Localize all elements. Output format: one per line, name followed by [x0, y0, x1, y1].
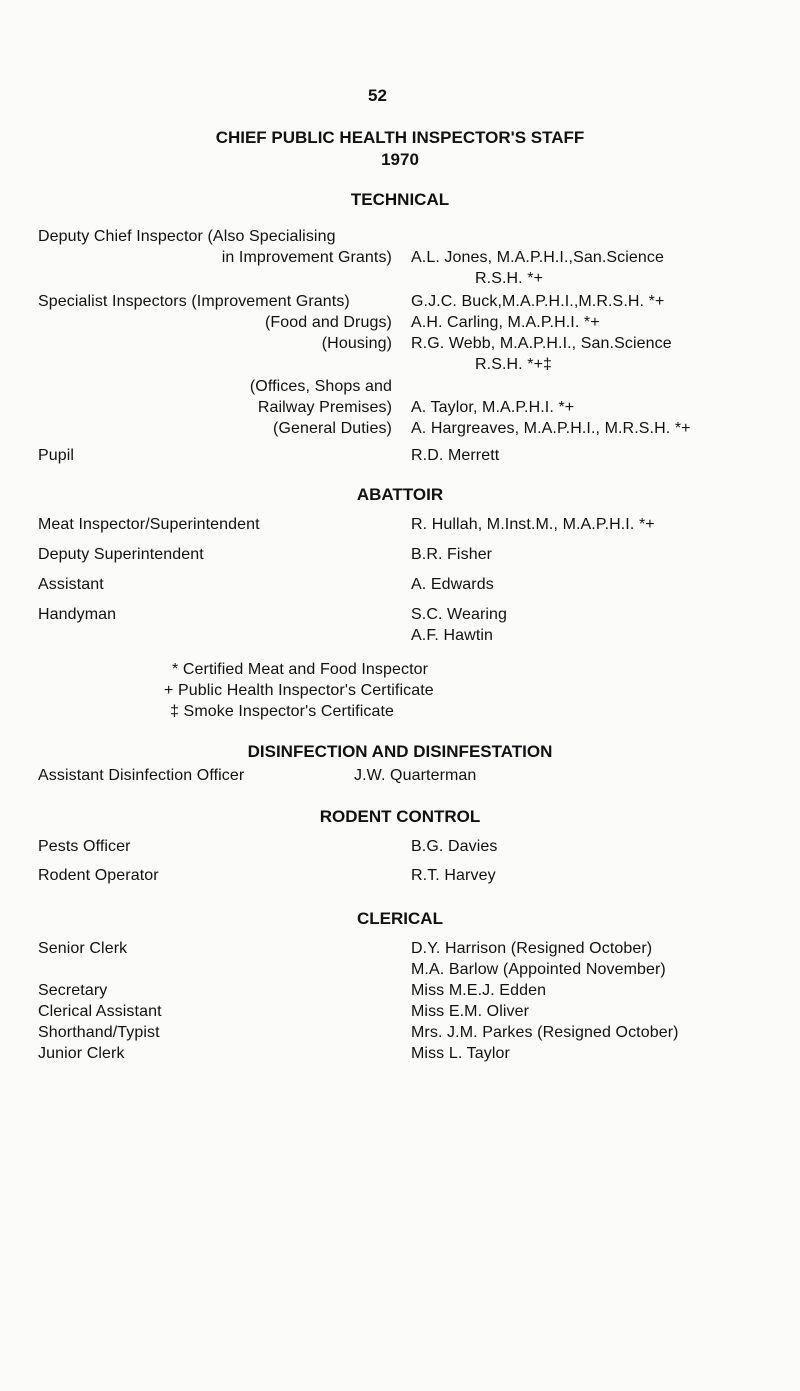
person-name: J.W. Quarterman	[354, 767, 477, 784]
person-name: A. Taylor, M.A.P.H.I. *+	[411, 399, 575, 416]
role-label: Deputy Chief Inspector (Also Specialising	[38, 228, 336, 245]
person-name: A. Edwards	[411, 576, 494, 593]
person-name: Mrs. J.M. Parkes (Resigned October)	[411, 1024, 679, 1041]
role-label: Meat Inspector/Superintendent	[38, 516, 260, 533]
person-name: A.H. Carling, M.A.P.H.I. *+	[411, 314, 600, 331]
document-year: 1970	[381, 150, 419, 169]
role-label: in Improvement Grants)	[221, 249, 392, 266]
person-name: D.Y. Harrison (Resigned October)	[411, 940, 653, 957]
section-heading-disinfection: DISINFECTION AND DISINFESTATION	[247, 742, 553, 761]
person-name: G.J.C. Buck,M.A.P.H.I.,M.R.S.H. *+	[411, 293, 665, 310]
person-name: A.F. Hawtin	[411, 627, 494, 644]
section-heading-abattoir: ABATTOIR	[356, 485, 444, 504]
footnote-public-health: + Public Health Inspector's Certificate	[164, 682, 434, 699]
person-name: Miss E.M. Oliver	[411, 1003, 530, 1020]
person-name: R.T. Harvey	[411, 867, 496, 884]
role-label: Clerical Assistant	[38, 1003, 162, 1020]
section-heading-clerical: CLERICAL	[357, 909, 443, 928]
person-name: R.G. Webb, M.A.P.H.I., San.Science	[411, 335, 672, 352]
person-name: B.G. Davies	[411, 838, 498, 855]
role-label: (Housing)	[321, 335, 392, 352]
person-name: R. Hullah, M.Inst.M., M.A.P.H.I. *+	[411, 516, 655, 533]
role-label: Pupil	[38, 447, 75, 464]
person-name: A.L. Jones, M.A.P.H.I.,San.Science	[411, 249, 665, 266]
document-title: CHIEF PUBLIC HEALTH INSPECTOR'S STAFF	[215, 128, 585, 147]
person-name: A. Hargreaves, M.A.P.H.I., M.R.S.H. *+	[411, 420, 691, 437]
person-qualification: R.S.H. *+‡	[475, 356, 553, 373]
person-name: S.C. Wearing	[411, 606, 508, 623]
page-number: 52	[368, 86, 387, 105]
role-label: Secretary	[38, 982, 108, 999]
person-name: B.R. Fisher	[411, 546, 493, 563]
role-label: Assistant	[38, 576, 104, 593]
role-label: (Food and Drugs)	[265, 314, 392, 331]
role-label: Shorthand/Typist	[38, 1024, 160, 1041]
role-label: (Offices, Shops and	[249, 378, 392, 395]
person-name: R.D. Merrett	[411, 447, 500, 464]
role-label: (General Duties)	[273, 420, 392, 437]
footnote-smoke-inspector: ‡ Smoke Inspector's Certificate	[170, 703, 395, 720]
person-name: M.A. Barlow (Appointed November)	[411, 961, 666, 978]
footnote-certified-meat: * Certified Meat and Food Inspector	[172, 661, 429, 678]
role-label: Specialist Inspectors (Improvement Grants)	[38, 293, 350, 310]
role-label: Handyman	[38, 606, 117, 623]
person-name: Miss L. Taylor	[411, 1045, 510, 1062]
role-label: Deputy Superintendent	[38, 546, 204, 563]
role-label: Railway Premises)	[257, 399, 392, 416]
role-label: Junior Clerk	[38, 1045, 125, 1062]
role-label: Senior Clerk	[38, 940, 128, 957]
person-name: Miss M.E.J. Edden	[411, 982, 547, 999]
section-heading-technical: TECHNICAL	[350, 190, 450, 209]
person-qualification: R.S.H. *+	[475, 270, 544, 287]
role-label: Assistant Disinfection Officer	[38, 767, 245, 784]
role-label: Rodent Operator	[38, 867, 159, 884]
role-label: Pests Officer	[38, 838, 131, 855]
section-heading-rodent-control: RODENT CONTROL	[319, 807, 481, 826]
